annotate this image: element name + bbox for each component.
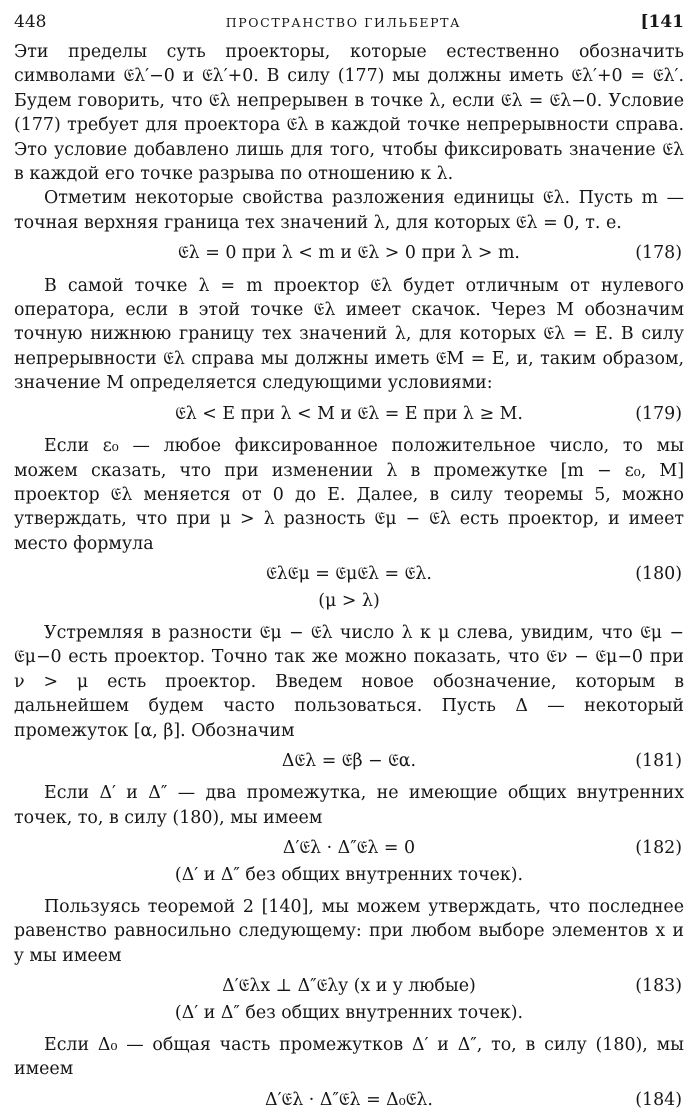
paragraph: В самой точке λ = m проектор 𝔈λ будет отличным от нулевого оператора, если в этой точке 𝔈λ имеет скачок. Через M обозначим точную нижнюю границу тех значений λ, для которых 𝔈λ = E. В силу непрерывности 𝔈λ справа мы должны иметь 𝔈M = E, и, таким образом, значение M определяется следующими условиями:	[14, 275, 684, 394]
equation-number: (182)	[635, 838, 682, 859]
equation-number: (181)	[635, 750, 682, 771]
paragraph: Устремляя в разности 𝔈μ − 𝔈λ число λ к μ слева, увидим, что 𝔈μ − 𝔈μ−0 есть проектор. Точно так же можно показать, что 𝔈ν − 𝔈μ−0 при ν > μ есть проектор. Введем новое обозначение, которым в дальнейшем будем часто пользоваться. Пусть Δ — некоторый промежуток [α, β]. Обозначим	[14, 622, 684, 741]
section-number: [141	[640, 12, 684, 32]
formula-182	[14, 836, 684, 860]
formula-expression: Δ′𝔈λ · Δ″𝔈λ = Δ₀𝔈λ.	[265, 1089, 433, 1110]
running-title: ПРОСТРАНСТВО ГИЛЬБЕРТА	[225, 15, 462, 30]
formula-180	[14, 562, 684, 586]
equation-number: (179)	[635, 403, 682, 424]
formula-condition: (Δ′ и Δ″ без общих внутренних точек).	[174, 1002, 524, 1023]
equation-number: (184)	[635, 1089, 682, 1110]
page-header	[14, 10, 684, 36]
paragraph: Отметим некоторые свойства разложения единицы 𝔈λ. Пусть m — точная верхняя граница тех значений λ, для которых 𝔈λ = 0, т. е.	[14, 188, 684, 233]
paragraph: Если Δ′ и Δ″ — два промежутка, не имеющие общих внутренних точек, то, в силу (180), мы имеем	[14, 783, 684, 828]
formula-condition: (Δ′ и Δ″ без общих внутренних точек).	[174, 864, 524, 885]
formula-expression: Δ′𝔈λx ⊥ Δ″𝔈λy (x и y любые)	[222, 976, 476, 997]
paragraph: Если Δ₀ — общая часть промежутков Δ′ и Δ″, то, в силу (180), мы имеем	[14, 1035, 684, 1080]
equation-number: (180)	[635, 564, 682, 585]
formula-expression: Δ𝔈λ = 𝔈β − 𝔈α.	[281, 750, 417, 771]
formula-expression: 𝔈λ < E при λ < M и 𝔈λ = E при λ ≥ M.	[175, 403, 523, 424]
page-body	[14, 40, 684, 1112]
equation-number: (178)	[635, 243, 682, 264]
formula-178	[14, 241, 684, 265]
paragraph: Пользуясь теоремой 2 [140], мы можем утверждать, что последнее равенство равносильно следующему: при любом выборе элементов x и y мы имеем	[14, 897, 684, 966]
formula-condition: (μ > λ)	[318, 590, 380, 611]
paragraph: Если ε₀ — любое фиксированное положительное число, то мы можем сказать, что при изменении λ в промежутке [m − ε₀, M] проектор 𝔈λ меняется от 0 до E. Далее, в силу теоремы 5, можно утверждать, что при μ > λ разность 𝔈μ − 𝔈λ есть проектор, и имеет место формула	[14, 436, 684, 554]
paragraph: Эти пределы суть проекторы, которые естественно обозначить символами 𝔈λ′−0 и 𝔈λ′+0. В силу (177) мы должны иметь 𝔈λ′+0 = 𝔈λ′. Будем говорить, что 𝔈λ непрерывен в точке λ, если 𝔈λ = 𝔈λ−0. Условие (177) требует для проектора 𝔈λ в каждой точке непрерывности справа. Это условие добавлено лишь для того, чтобы фиксировать значение 𝔈λ в каждой его точке разрыва по отношению к λ.	[14, 42, 684, 185]
formula-expression: 𝔈λ = 0 при λ < m и 𝔈λ > 0 при λ > m.	[178, 243, 520, 264]
page-number: 448	[14, 12, 47, 32]
formula-expression: Δ′𝔈λ · Δ″𝔈λ = 0	[282, 838, 416, 859]
formula-183	[14, 974, 684, 998]
formula-181	[14, 749, 684, 773]
formula-expression: 𝔈λ𝔈μ = 𝔈μ𝔈λ = 𝔈λ.	[266, 564, 432, 585]
formula-179	[14, 402, 684, 426]
equation-number: (183)	[635, 976, 682, 997]
